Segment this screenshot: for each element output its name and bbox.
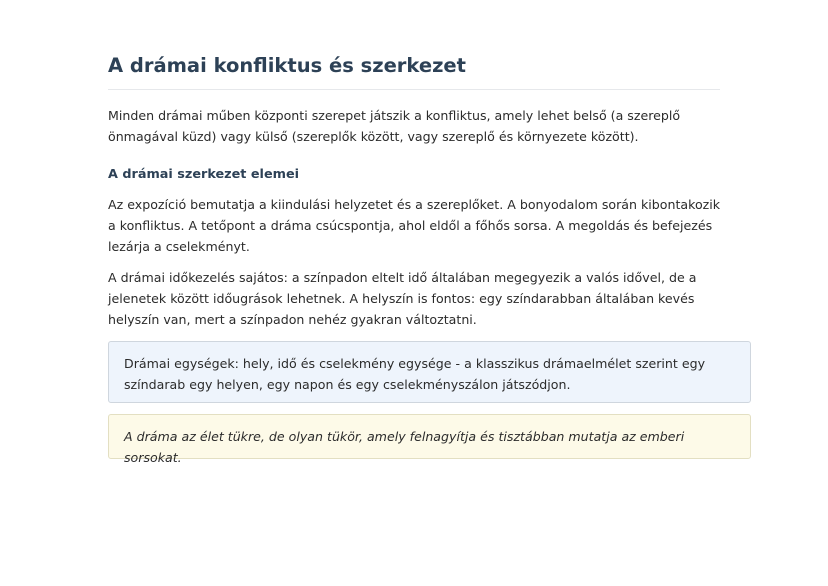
structure-paragraph: Az expozíció bemutatja a kiindulási helyzetet és a szereplőket. A bonyodalom során kibontakozik a konfliktus. A tetőpont a dráma csúcspontja, ahol eldől a főhős sorsa. A megoldás és befejezés lezárja a cselekményt. [108, 197, 721, 254]
info-box: Drámai egységek: hely, idő és cselekmény egysége - a klasszikus drámaelmélet szerint egy színdarab egy helyen, egy napon és egy cselekményszálon játszódjon. [108, 341, 751, 403]
quote-box: A dráma az élet tükre, de olyan tükör, amely felnagyítja és tisztábban mutatja az emberi sorsokat. [108, 414, 751, 459]
document-content [108, 52, 751, 465]
time-paragraph: A drámai időkezelés sajátos: a színpadon eltelt idő általában megegyezik a valós idővel, de a jelenetek között időugrások lehetnek. A helyszín is fontos: egy színdarabban általában kevés helyszín van, mert a színpadon nehéz gyakran változtatni. [108, 270, 697, 327]
page-title: A drámai konfliktus és szerkezet [108, 52, 720, 90]
section-heading: A drámai szerkezet elemei [108, 167, 300, 182]
intro-paragraph: Minden drámai műben központi szerepet játszik a konfliktus, amely lehet belső (a szereplő önmagával küzd) vagy külső (szereplők között, vagy szereplő és környezete között). [108, 108, 681, 144]
